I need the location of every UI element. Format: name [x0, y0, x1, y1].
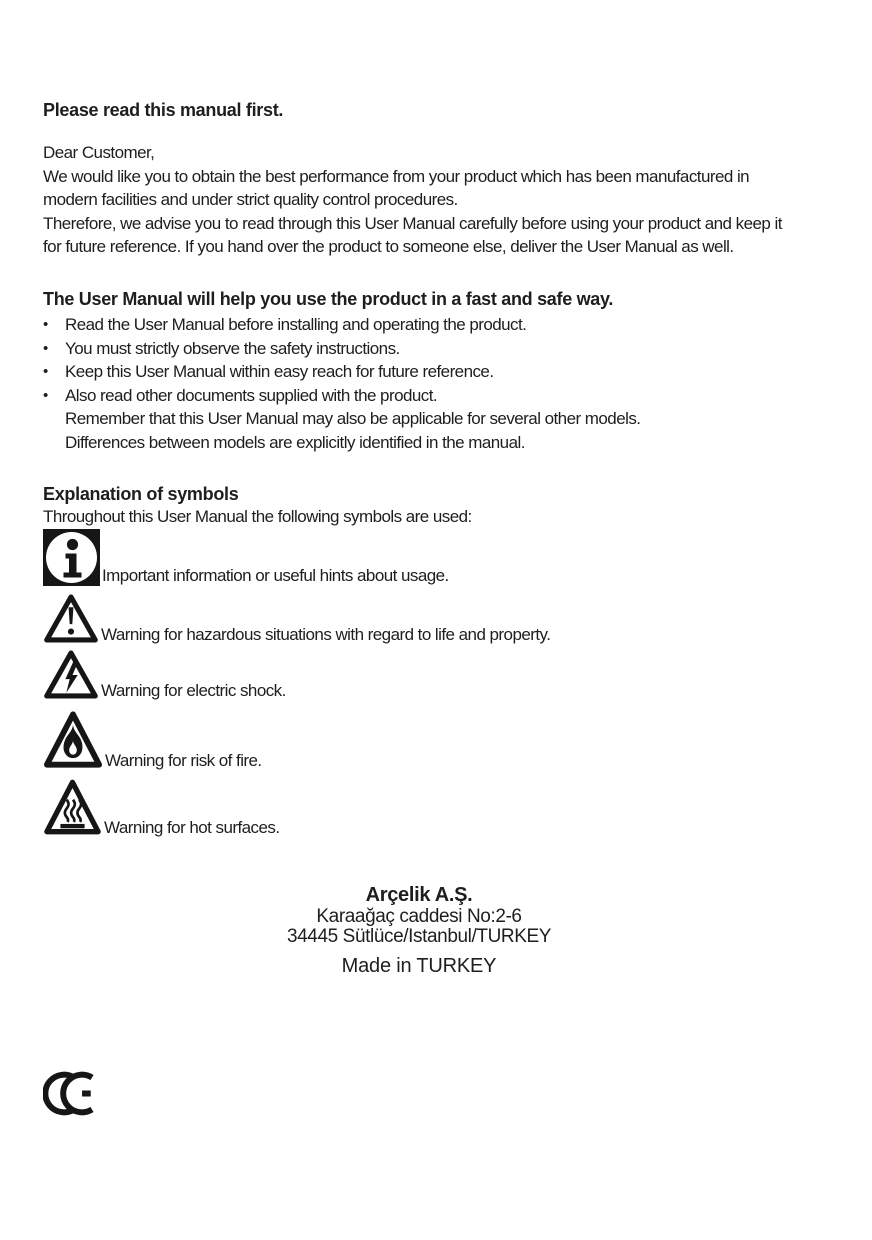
- symbol-legend: [43, 529, 838, 838]
- bullet-item: [43, 313, 838, 337]
- manufacturer-name: Arçelik A.Ş.: [365, 884, 473, 906]
- hazard-warning-icon: [43, 592, 99, 645]
- fire-warning-icon: [43, 708, 103, 771]
- symbols-intro-text: Throughout this User Manual the following symbols are used:: [43, 507, 472, 526]
- manufacturer-address-line: 34445 Sütlüce/Istanbul/TURKEY: [286, 925, 552, 947]
- bullet-marker: •: [43, 363, 49, 380]
- info-icon: [43, 529, 100, 586]
- ce-mark-icon: [43, 1071, 97, 1116]
- made-in-label: Made in TURKEY: [341, 955, 497, 977]
- paragraph-line: for future reference. If you hand over the product to someone else, deliver the User Manual as well.: [43, 237, 734, 256]
- intro-paragraph: [43, 141, 838, 259]
- symbol-row: [43, 708, 838, 771]
- bullet-marker: •: [43, 316, 49, 333]
- paragraph-line: Dear Customer,: [43, 143, 155, 162]
- manufacturer-block: [0, 884, 855, 977]
- symbol-row: [43, 592, 838, 645]
- paragraph-line: modern facilities and under strict quality control procedures.: [43, 190, 458, 209]
- bullet-text: Keep this User Manual within easy reach for future reference.: [65, 362, 494, 381]
- manufacturer-address-line: Karaağaç caddesi No:2-6: [316, 906, 522, 927]
- symbol-description: Warning for risk of fire.: [105, 751, 262, 770]
- symbol-row: [43, 529, 838, 586]
- bullet-marker: •: [43, 386, 49, 404]
- symbol-row: [43, 776, 838, 838]
- paragraph-line: We would like you to obtain the best performance from your product which has been manufactured in: [43, 166, 750, 186]
- bullet-text: Read the User Manual before installing and operating the product.: [65, 315, 527, 334]
- symbol-description: Warning for hot surfaces.: [104, 818, 280, 837]
- bullet-item: [43, 384, 838, 408]
- symbol-row: [43, 648, 838, 701]
- bullet-text: You must strictly observe the safety instructions.: [65, 338, 400, 358]
- symbols-section-heading: Explanation of symbols: [43, 484, 239, 504]
- bullet-item: [43, 360, 838, 384]
- usage-section-heading: The User Manual will help you use the product in a fast and safe way.: [43, 289, 614, 309]
- symbol-description: Warning for hazardous situations with regard to life and property.: [101, 625, 551, 644]
- electric-shock-warning-icon: [43, 648, 99, 701]
- paragraph-line: Therefore, we advise you to read through this User Manual carefully before using your product and keep it: [43, 213, 782, 233]
- symbol-description: Warning for electric shock.: [101, 681, 286, 700]
- intro-heading: Please read this manual first.: [43, 100, 284, 120]
- bullet-item: [43, 337, 838, 361]
- usage-note: Remember that this User Manual may also be applicable for several other models.: [65, 409, 641, 428]
- hot-surface-warning-icon: [43, 776, 102, 838]
- ce-mark: [43, 1071, 838, 1121]
- usage-note: Differences between models are explicitly identified in the manual.: [65, 432, 525, 452]
- bullet-marker: •: [43, 339, 49, 357]
- symbol-description: Important information or useful hints about usage.: [102, 566, 449, 585]
- bullet-text: Also read other documents supplied with the product.: [65, 385, 438, 405]
- usage-bullet-list: [43, 313, 838, 454]
